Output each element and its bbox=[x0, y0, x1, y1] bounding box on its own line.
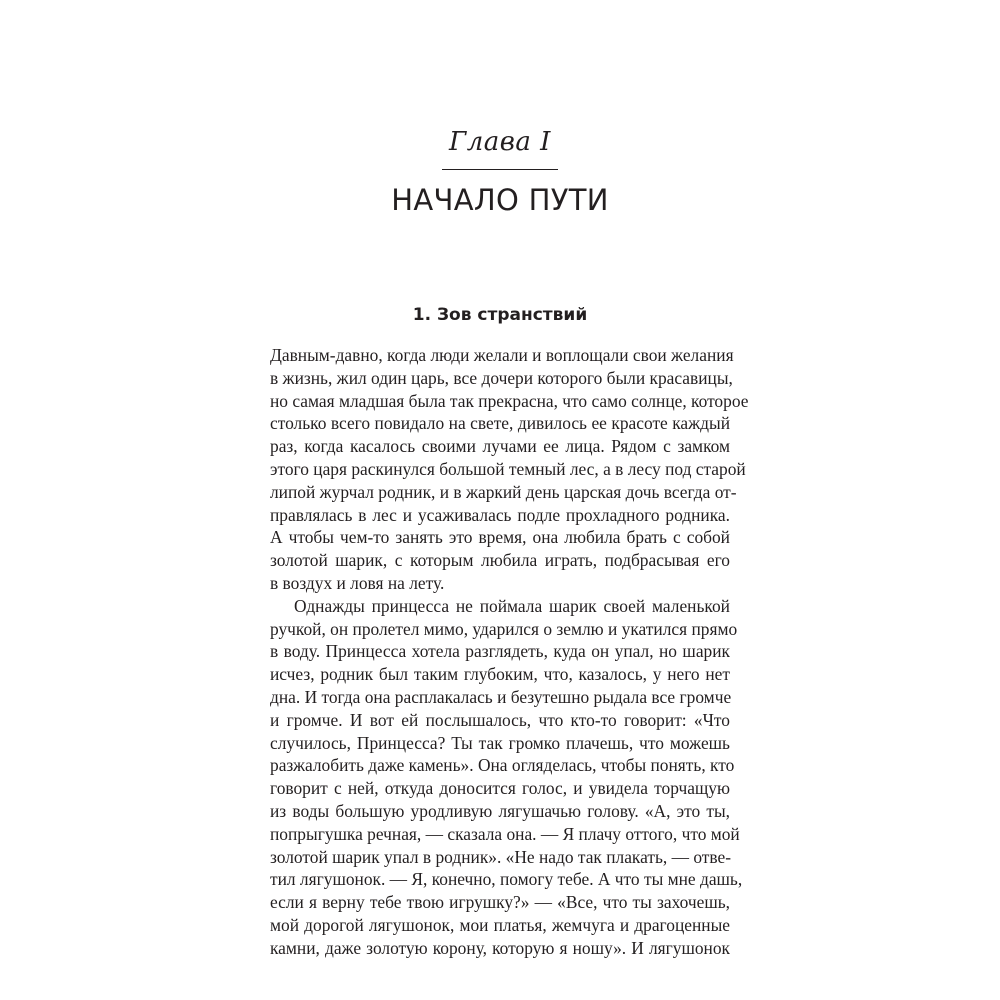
chapter-divider bbox=[442, 169, 558, 170]
body-text bbox=[270, 344, 749, 960]
text-line: Однажды принцесса не поймала шарик своей маленькой bbox=[294, 595, 730, 616]
text-line: столько всего повидало на свете, дивилось ее красоте каждый bbox=[270, 413, 730, 434]
text-line: если я верну тебе твою игрушку?» — «Все, что ты захочешь, bbox=[270, 892, 730, 913]
text-line: липой журчал родник, и в жаркий день царская дочь всегда от- bbox=[270, 481, 737, 502]
paragraph-1 bbox=[270, 344, 749, 595]
text-line: золотой шарик, с которым любила играть, подбрасывая его bbox=[270, 550, 730, 571]
text-line: говорит с ней, откуда доносится голос, и увидела торчащую bbox=[270, 778, 730, 799]
text-line: в жизнь, жил один царь, все дочери которого были красавицы, bbox=[270, 367, 733, 388]
text-line: но самая младшая была так прекрасна, что само солнце, которое bbox=[270, 390, 749, 411]
section-heading: 1. Зов странствий bbox=[412, 305, 588, 325]
text-line: разжалобить даже камень». Она огляделась, чтобы понять, кто bbox=[270, 755, 735, 776]
text-line: камни, даже золотую корону, которую я ношу». И лягушонок bbox=[270, 937, 730, 958]
text-line: мой дорогой лягушонок, мои платья, жемчуга и драгоценные bbox=[270, 914, 730, 935]
text-line: тил лягушонок. — Я, конечно, помогу тебе. А что ты мне дашь, bbox=[270, 869, 743, 890]
text-line: этого царя раскинулся большой темный лес, а в лесу под старой bbox=[270, 458, 746, 479]
text-line: правлялась в лес и усаживалась подле прохладного родника. bbox=[270, 504, 730, 525]
text-line: раз, когда касалось своими лучами ее лица. Рядом с замком bbox=[270, 436, 730, 457]
chapter-title: НАЧАЛО ПУТИ bbox=[391, 183, 609, 217]
text-line: А чтобы чем-то занять это время, она любила брать с собой bbox=[270, 527, 730, 548]
text-line: и громче. И вот ей послышалось, что кто-то говорит: «Что bbox=[270, 709, 730, 730]
text-line: Давным-давно, когда люди желали и воплощали свои желания bbox=[270, 345, 734, 365]
text-line: ручкой, он пролетел мимо, ударился о землю и укатился прямо bbox=[270, 618, 738, 639]
text-line: золотой шарик упал в родник». «Не надо так плакать, — отве- bbox=[270, 846, 732, 867]
text-line: дна. И тогда она расплакалась и безутешно рыдала все громче bbox=[270, 686, 732, 707]
chapter-label: Глава I bbox=[449, 127, 551, 157]
paragraph-2 bbox=[270, 595, 743, 960]
text-line: попрыгушка речная, — сказала она. — Я плачу оттого, что мой bbox=[270, 823, 740, 844]
text-line: исчез, родник был таким глубоким, что, казалось, у него нет bbox=[270, 664, 730, 685]
text-line: в воду. Принцесса хотела разглядеть, куда он упал, но шарик bbox=[270, 641, 730, 662]
text-line: из воды большую уродливую лягушачью голову. «А, это ты, bbox=[270, 800, 730, 821]
text-line: случилось, Принцесса? Ты так громко плачешь, что можешь bbox=[270, 732, 730, 753]
text-line: в воздух и ловя на лету. bbox=[270, 572, 445, 593]
